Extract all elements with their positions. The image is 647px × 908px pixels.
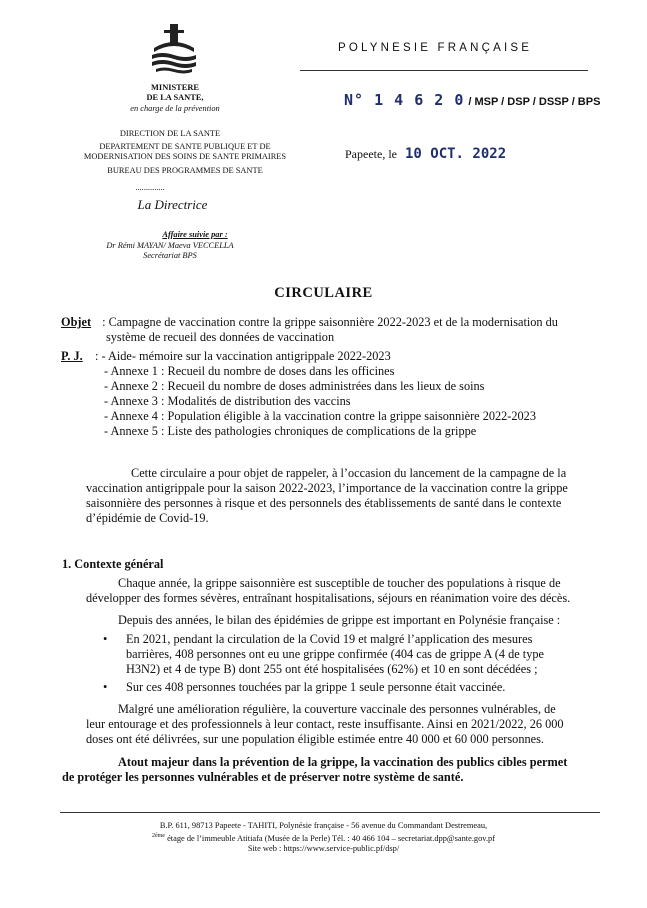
department-line-2: MODERNISATION DES SOINS DE SANTE PRIMAIRES (83, 152, 287, 161)
footer-rule (60, 812, 600, 813)
para-line: Chaque année, la grippe saisonnière est susceptible de toucher des populations à risque de (118, 576, 561, 590)
place-label: Papeete, le (345, 147, 397, 161)
section-para-2: Depuis des années, le bilan des épidémies de grippe est important en Polynésie française : (118, 613, 561, 627)
followed-by (70, 241, 270, 261)
pj-item: - Annexe 3 : Modalités de distribution des vaccins (104, 394, 351, 408)
section-para-1 (86, 576, 606, 606)
header-rule (300, 70, 588, 71)
department-line-1: DEPARTEMENT DE SANTE PUBLIQUE ET DE (99, 142, 271, 151)
pj-label: P. J. (61, 349, 83, 363)
intro-line: Cette circulaire a pour objet de rappeler, à l’occasion du lancement de la campagne de la (131, 466, 567, 480)
bullet-item-2: Sur ces 408 personnes touchées par la grippe 1 seule personne était vaccinée. (126, 680, 506, 694)
emblem-icon (148, 22, 200, 78)
pj-item: : - Aide- mémoire sur la vaccination antigrippale 2022-2023 (95, 349, 391, 363)
objet-text-2: système de recueil des données de vaccination (106, 330, 335, 344)
pj-item: - Annexe 4 : Population éligible à la vaccination contre la grippe saisonnière 2022-2023 (104, 409, 536, 423)
dots-separator: .............. (135, 183, 165, 192)
place-date (345, 145, 506, 163)
bullet-line: H3N2) et 4 de type B) dont 255 ont été hospitalisées (62%) et 10 en sont décédées ; (126, 662, 538, 676)
department-block (60, 142, 310, 176)
document-title: CIRCULAIRE (274, 285, 373, 301)
ministry-emblem (148, 22, 200, 78)
footer-floor: 2ème (151, 833, 165, 839)
ministry-name (100, 83, 250, 103)
footer-address: B.P. 611, 98713 Papeete - TAHITI, Polynésie française - 56 avenue du Commandant Destremeau, (159, 821, 488, 830)
intro-line: vaccination antigrippale pour la saison 2022-2023, l’importance de la vaccination contre la grippe (86, 481, 568, 495)
section-heading: 1. Contexte général (62, 557, 164, 571)
bullet-line: barrières, 408 personnes ont eu une grippe confirmée (404 cas de grippe A (4 de type (126, 647, 544, 661)
bullet-line: En 2021, pendant la circulation de la Covid 19 et malgré l’application des mesures (126, 632, 533, 646)
bureau-line: BUREAU DES PROGRAMMES DE SANTE (107, 166, 263, 175)
para-line: Malgré une amélioration régulière, la couverture vaccinale des personnes vulnérables, de (118, 702, 556, 716)
reference-suffix: / MSP / DSP / DSSP / BPS (468, 96, 601, 108)
ministry-subtitle: en charge de la prévention (130, 104, 220, 113)
reference-number (344, 91, 600, 110)
followed-names: Dr Rémi MAYAN/ Maeva VECCELLA (106, 241, 234, 250)
footer (0, 821, 647, 854)
objet-block (61, 315, 621, 330)
intro-line: saisonnière des personnes à risque et des personnels des établissements de santé dans le contexte (86, 496, 562, 510)
ministry-line-1: MINISTERE (151, 83, 199, 92)
para-line: Atout majeur dans la prévention de la grippe, la vaccination des publics cibles permet (118, 755, 568, 769)
country-heading: POLYNESIE FRANÇAISE (338, 42, 533, 54)
para-line: leur entourage et des professionnels à leur contact, reste insuffisante. Ainsi en 2021/2022, 26 000 (86, 717, 564, 731)
intro-paragraph (86, 466, 606, 526)
bullet-item-1 (126, 632, 606, 677)
footer-contact-text: étage de l’immeuble Atitiafa (Musée de la Perle) Tél. : 40 466 104 – secretariat.dpp@sante.gov.pf (164, 833, 496, 843)
bullet-marker: • (103, 632, 108, 646)
bullet-marker: • (103, 680, 108, 694)
para-line: doses ont été délivrées, sur une population éligible estimée entre 40 000 et 60 000 personnes. (86, 732, 544, 746)
section-para-4 (62, 755, 622, 785)
footer-website: Site web : https://www.service-public.pf/dsp/ (247, 843, 400, 853)
pj-item: - Annexe 1 : Recueil du nombre de doses dans les officines (104, 364, 395, 378)
pj-item: - Annexe 5 : Liste des pathologies chroniques de complications de la grippe (104, 424, 477, 438)
signatory-title: La Directrice (137, 197, 208, 212)
date-stamp: 10 OCT. 2022 (404, 146, 507, 162)
reference-stamp: N° 1 4 6 2 0 (344, 91, 465, 109)
pj-item: - Annexe 2 : Recueil du nombre de doses administrées dans les lieux de soins (104, 379, 485, 393)
section-para-3 (86, 702, 606, 747)
objet-text-1: : Campagne de vaccination contre la grippe saisonnière 2022-2023 et de la modernisation du (102, 315, 558, 329)
followed-secretariat: Secrétariat BPS (143, 251, 197, 260)
footer-contact (0, 831, 647, 844)
direction-name: DIRECTION DE LA SANTE (119, 129, 221, 138)
para-line: de protéger les personnes vulnérables et de préserver notre système de santé. (62, 770, 464, 784)
para-line: développer des formes sévères, entraînant hospitalisations, séjours en réanimation voire des décès. (86, 591, 571, 605)
pj-list (95, 349, 536, 439)
followed-label: Affaire suivie par : (162, 230, 228, 239)
ministry-line-2: DE LA SANTE, (146, 93, 204, 102)
intro-line: d’épidémie de Covid-19. (86, 511, 209, 525)
objet-label: Objet (61, 315, 92, 329)
